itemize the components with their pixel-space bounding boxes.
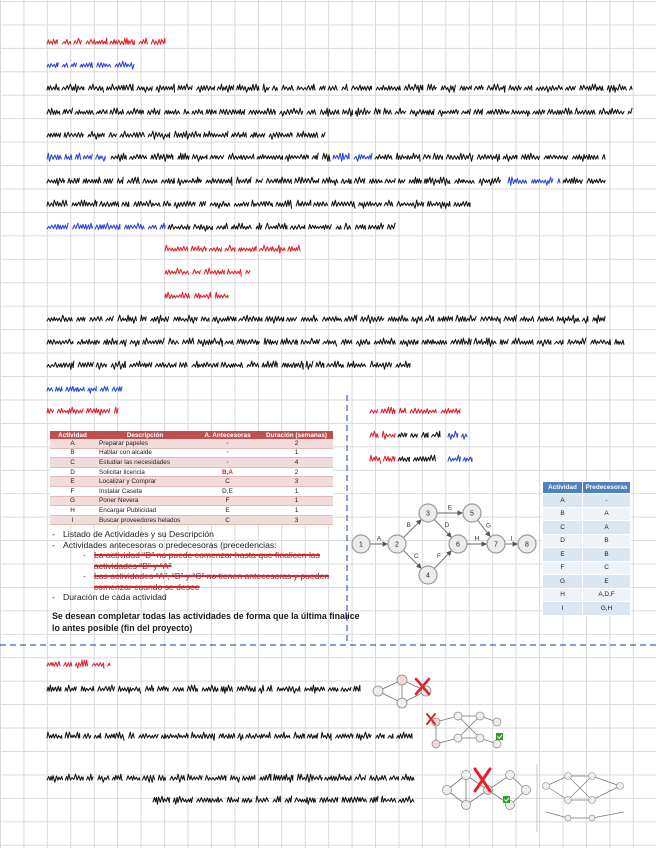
activity-cell: F — [543, 561, 583, 575]
handwritten-line — [111, 153, 330, 161]
activity-label: B — [406, 521, 411, 529]
wrong-connection-sketch-1 — [373, 675, 431, 708]
handwritten-line — [47, 177, 500, 185]
requirements-list — [52, 529, 342, 603]
list-item: - Listado de Actividades y su Descripción — [52, 529, 342, 540]
event-node-number: 1 — [359, 541, 363, 549]
predecessors-cell: D,E — [195, 486, 260, 496]
handwritten-line — [47, 407, 118, 415]
activity-cell: C — [50, 458, 95, 468]
table-row — [50, 486, 333, 496]
activity-cell: I — [543, 602, 583, 616]
table-row — [543, 507, 631, 521]
description-cell: Estudiar las necesidades — [95, 458, 195, 468]
table-row — [543, 575, 631, 589]
handwritten-line — [47, 685, 360, 693]
activity-cell: A — [543, 494, 583, 508]
handwritten-line — [165, 245, 300, 253]
duration-cell: 2 — [260, 439, 333, 448]
handwritten-line — [47, 223, 165, 229]
handwriting-lines — [47, 38, 632, 804]
handwritten-line — [47, 361, 410, 369]
handwritten-line — [47, 386, 122, 393]
activity-label: C — [414, 552, 419, 560]
precedence-table — [50, 431, 333, 525]
wrong-cross-icon — [475, 769, 490, 791]
activity-cell: E — [50, 477, 95, 487]
predecessors-cell: - — [195, 448, 260, 458]
description-cell: Solicitar licencia — [95, 467, 195, 477]
table-row — [543, 521, 631, 535]
predecessors-cell: C — [583, 561, 631, 575]
activity-cell: C — [543, 521, 583, 535]
predecessors-cell: A — [583, 521, 631, 535]
handwritten-line — [398, 455, 435, 461]
activity-cell: G — [543, 575, 583, 589]
handwritten-line — [333, 153, 372, 161]
handwritten-line — [165, 292, 228, 298]
predecessors-table — [542, 481, 631, 616]
duration-cell: 4 — [260, 458, 333, 468]
table-row — [50, 477, 333, 487]
handwritten-line — [153, 796, 414, 804]
activity-label: E — [447, 504, 453, 512]
handwritten-line — [47, 200, 470, 208]
description-cell: Hablar con alcalde — [95, 448, 195, 458]
predecessors-cell: - — [195, 439, 260, 448]
activity-label: H — [474, 535, 480, 543]
handwritten-line — [47, 131, 325, 139]
predecessors-cell: E — [583, 575, 631, 589]
handwritten-line — [47, 338, 624, 346]
handwritten-line — [47, 108, 632, 116]
handwritten-line — [47, 660, 110, 668]
table-row — [50, 439, 333, 448]
list-item: - Las actividades “A”, “B” y “C” no tienen antecesoras y pueden comenzar cuando se desee — [83, 571, 345, 592]
predecessors-cell: G,H — [583, 602, 631, 616]
column-header: Predecesoras — [583, 482, 631, 494]
duration-cell: 1 — [260, 506, 333, 516]
activity-cell: G — [50, 496, 95, 506]
table-row — [543, 602, 631, 616]
activity-label: D — [444, 521, 450, 529]
handwritten-line — [375, 153, 605, 161]
predecessors-cell: A,D,F — [583, 588, 631, 602]
activity-cell: A — [50, 439, 95, 448]
wrong-connection-sketch-3 — [443, 769, 531, 810]
activity-cell: H — [543, 588, 583, 602]
activity-cell: H — [50, 506, 95, 516]
description-cell: Instalar Caseta — [95, 486, 195, 496]
predecessors-cell: C — [195, 477, 260, 487]
predecessors-cell: - — [195, 458, 260, 468]
description-cell: Encargar Publicidad — [95, 506, 195, 516]
activity-cell: E — [543, 548, 583, 562]
event-node-number: 4 — [426, 572, 430, 580]
predecessors-cell: B — [583, 548, 631, 562]
pert-network-diagram — [352, 504, 536, 584]
list-item-text: Actividades antecesoras o predecesoras (precedencias: — [63, 539, 277, 550]
activity-cell: B — [543, 507, 583, 521]
handwritten-line — [508, 177, 560, 185]
list-item: - La actividad “D” no puede comenzar hasta que finalicen las actividades “B” y “A” — [83, 550, 345, 571]
event-node-number: 8 — [525, 541, 529, 549]
correct-connection-sketch — [537, 764, 624, 832]
predecessors-cell: A — [583, 507, 631, 521]
column-header: Actividad — [543, 482, 583, 494]
handwritten-line — [47, 153, 105, 161]
event-node-number: 7 — [494, 541, 498, 549]
handwritten-line — [47, 84, 632, 92]
handwritten-line — [563, 177, 605, 183]
column-header: Descripción — [95, 431, 195, 439]
table-row — [543, 561, 631, 575]
column-header: Actividad — [50, 431, 95, 439]
duration-cell: 1 — [260, 448, 333, 458]
predecessors-table-header — [543, 482, 631, 494]
table-row — [543, 548, 631, 562]
duration-cell: 3 — [260, 515, 333, 525]
activity-label: A — [376, 535, 382, 543]
predecessors-cell: C — [195, 515, 260, 525]
handwritten-line — [47, 61, 134, 69]
column-header: Duración (semanas) — [260, 431, 333, 439]
activity-cell: D — [50, 467, 95, 477]
duration-cell: 1 — [260, 496, 333, 506]
precedence-table-header — [50, 431, 333, 439]
event-node-number: 6 — [456, 541, 460, 549]
handwritten-line — [47, 774, 414, 782]
table-row — [50, 448, 333, 458]
handwritten-line — [370, 431, 395, 439]
table-row — [50, 515, 333, 525]
activity-label: F — [437, 552, 442, 560]
event-node-number: 2 — [395, 541, 399, 549]
project-goal-text: Se desean completar todas las actividades de forma que la última finalice lo antes posible (fin del proyecto) — [52, 611, 360, 633]
table-row — [543, 494, 631, 508]
predecessors-cell: F — [195, 496, 260, 506]
handwritten-line — [370, 407, 460, 413]
activity-cell: B — [50, 448, 95, 458]
column-header: A. Antecesoras — [195, 431, 260, 439]
predecessors-cell: B,A — [195, 467, 260, 477]
table-row — [543, 534, 631, 548]
table-row — [543, 588, 631, 602]
duration-cell: 2 — [260, 467, 333, 477]
handwritten-line — [370, 455, 395, 463]
table-row — [50, 467, 333, 477]
table-row — [50, 506, 333, 516]
event-node-number: 5 — [470, 510, 474, 518]
handwritten-line — [448, 455, 472, 461]
table-row — [50, 458, 333, 468]
activity-cell: I — [50, 515, 95, 525]
handwritten-line — [165, 268, 250, 276]
duration-cell: 1 — [260, 486, 333, 496]
predecessors-cell: - — [583, 494, 631, 508]
description-cell: Localizar y Comprar — [95, 477, 195, 487]
handwritten-line — [398, 431, 440, 437]
predecessors-cell: E — [195, 506, 260, 516]
description-cell: Buscar proveedores helados — [95, 515, 195, 525]
handwritten-line — [47, 38, 165, 44]
activity-label: I — [510, 535, 513, 543]
event-node-number: 3 — [426, 510, 430, 518]
correct-check-icon — [503, 796, 510, 803]
handwritten-line — [47, 732, 412, 740]
activity-cell: D — [543, 534, 583, 548]
list-item: - Duración de cada actividad — [52, 592, 342, 603]
activity-cell: F — [50, 486, 95, 496]
list-item — [52, 540, 342, 593]
duration-cell: 3 — [260, 477, 333, 487]
activity-label: G — [485, 522, 491, 530]
handwritten-line — [168, 223, 395, 231]
table-row — [50, 496, 333, 506]
handwritten-line — [47, 315, 605, 323]
precedence-examples-list — [63, 550, 345, 592]
description-cell: Poner Nevera — [95, 496, 195, 506]
wrong-connection-sketch-2 — [427, 712, 503, 748]
handwritten-line — [448, 431, 467, 439]
correct-check-icon — [496, 733, 503, 740]
predecessors-cell: B — [583, 534, 631, 548]
description-cell: Preparar papeles — [95, 439, 195, 448]
